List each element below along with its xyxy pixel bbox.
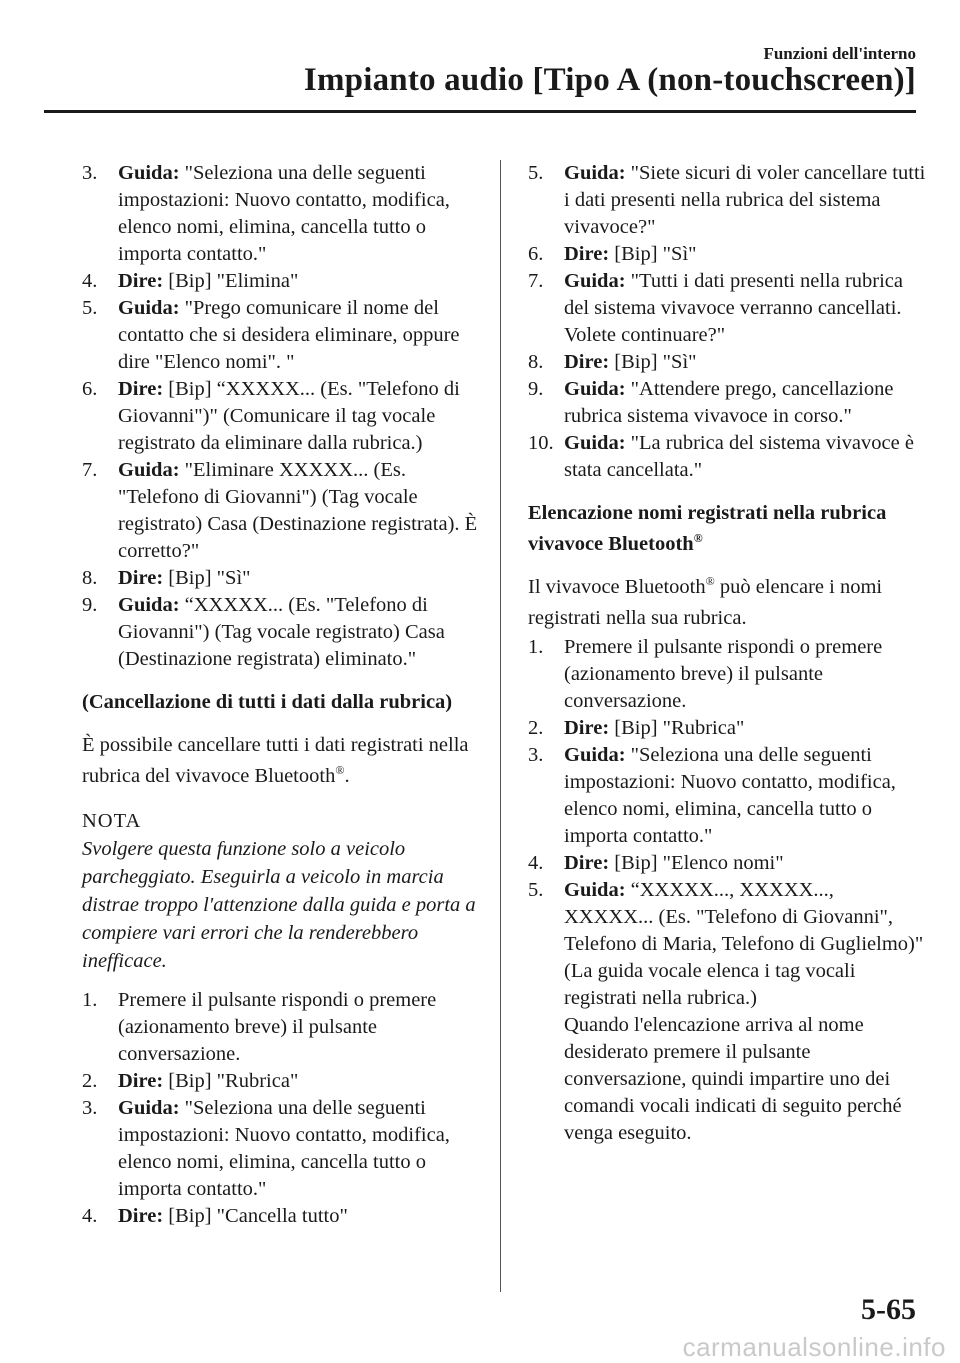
step-number: 3. (82, 162, 98, 184)
step-content: Premere il pulsante rispondi o premere (azionamento breve) il pulsante conversazione. (564, 636, 883, 712)
list-item (82, 1068, 482, 1095)
list-item (82, 295, 482, 376)
step-content: [Bip] "Rubrica" (609, 717, 745, 739)
step-content: "Prego comunicare il nome del contatto che si desidera eliminare, oppure dire "Elenco nomi". " (118, 297, 460, 373)
section-heading-list-names: Elencazione nomi registrati nella rubrica vivavoce Bluetooth® (528, 502, 887, 555)
list-item (528, 850, 928, 877)
step-text (564, 349, 928, 376)
step-number: 5. (82, 297, 98, 319)
step-text (564, 160, 928, 241)
step-text (118, 1068, 482, 1095)
steps-list-b (82, 987, 482, 1230)
step-text (118, 457, 482, 565)
header-rule (44, 110, 916, 113)
step-content: "Seleziona una delle seguenti impostazioni: Nuovo contatto, modifica, elenco nomi, elimina, cancella tutto o importa contatto." (564, 744, 896, 847)
steps-list-d (528, 634, 928, 1012)
step-content: "Siete sicuri di voler cancellare tutti i dati presenti nella rubrica del sistema vivavoce?" (564, 162, 926, 238)
step-content: "Tutti i dati presenti nella rubrica del sistema vivavoce verranno cancellati. Volete continuare?" (564, 270, 904, 346)
step-keyword: Dire: (564, 852, 610, 874)
step-keyword: Guida: (118, 594, 180, 616)
step-text (564, 742, 928, 850)
step-content: "Seleziona una delle seguenti impostazioni: Nuovo contatto, modifica, elenco nomi, elimina, cancella tutto o importa contatto." (118, 1097, 450, 1200)
column-divider (500, 160, 501, 1292)
step-text (564, 376, 928, 430)
step-text (118, 1095, 482, 1203)
step-keyword: Guida: (118, 459, 180, 481)
step-number: 5. (528, 879, 544, 901)
step-text (118, 376, 482, 457)
step-keyword: Dire: (564, 243, 610, 265)
step-content: “XXXXX... (Es. "Telefono di Giovanni") (Tag vocale registrato) Casa (Destinazione registrata) eliminato." (118, 594, 445, 670)
step-content: [Bip] "Sì" (609, 351, 697, 373)
step-number: 2. (528, 717, 544, 739)
step-text (118, 295, 482, 376)
list-item (82, 592, 482, 673)
step-keyword: Guida: (564, 432, 626, 454)
list-item (528, 349, 928, 376)
step-text (564, 268, 928, 349)
step-text (118, 268, 482, 295)
note-text: Svolgere questa funzione solo a veicolo parcheggiato. Eseguirla a veicolo in marcia distrae troppo l'attenzione dalla guida e porta a compiere vari errori che la renderebbero inefficace. (82, 838, 476, 972)
steps-list-c (528, 160, 928, 484)
step-text (118, 565, 482, 592)
step-content: "Seleziona una delle seguenti impostazioni: Nuovo contatto, modifica, elenco nomi, elimina, cancella tutto o importa contatto." (118, 162, 450, 265)
step-number: 9. (528, 378, 544, 400)
step-number: 1. (82, 989, 98, 1011)
step-number: 6. (528, 243, 544, 265)
step-keyword: Dire: (118, 270, 164, 292)
step-number: 10. (528, 432, 554, 454)
step-text (564, 241, 928, 268)
step-keyword: Dire: (118, 378, 164, 400)
list-item (528, 634, 928, 715)
list-item (82, 160, 482, 268)
step-content: [Bip] "Elenco nomi" (609, 852, 784, 874)
step-content: [Bip] "Sì" (163, 567, 251, 589)
step-keyword: Guida: (118, 297, 180, 319)
step-text (118, 987, 482, 1068)
list-item (82, 1203, 482, 1230)
step-keyword: Guida: (118, 162, 180, 184)
list-item (528, 742, 928, 850)
step-text (118, 1203, 482, 1230)
step-keyword: Guida: (564, 744, 626, 766)
step-number: 6. (82, 378, 98, 400)
step-keyword: Dire: (118, 1070, 164, 1092)
steps-list-a (82, 160, 482, 673)
list-item (528, 430, 928, 484)
list-item (82, 457, 482, 565)
list-names-paragraph: Il vivavoce Bluetooth® può elencare i nomi registrati nella sua rubrica. (528, 574, 883, 629)
step-number: 4. (82, 270, 98, 292)
list-item (82, 268, 482, 295)
step-number: 7. (528, 270, 544, 292)
list-item (528, 376, 928, 430)
list-item (82, 376, 482, 457)
step-keyword: Guida: (564, 270, 626, 292)
page-number: 5-65 (861, 1293, 916, 1326)
step-text (564, 430, 928, 484)
step-keyword: Dire: (118, 567, 164, 589)
step-text (564, 850, 928, 877)
right-column (528, 160, 928, 1147)
list-item (528, 715, 928, 742)
step-number: 1. (528, 636, 544, 658)
step-content: “XXXXX..., XXXXX..., XXXXX... (Es. "Telefono di Giovanni", Telefono di Maria, Telefono di Guglielmo)" (La guida vocale elenca i tag vocali registrati nella rubrica.) (564, 879, 924, 1009)
step-content: "Attendere prego, cancellazione rubrica sistema vivavoce in corso." (564, 378, 894, 427)
step-text (564, 634, 928, 715)
step-content: [Bip] "Cancella tutto" (163, 1205, 348, 1227)
step-content: Premere il pulsante rispondi o premere (azionamento breve) il pulsante conversazione. (118, 989, 437, 1065)
step-keyword: Guida: (564, 378, 626, 400)
step-number: 3. (82, 1097, 98, 1119)
list-item (82, 987, 482, 1068)
note-label: NOTA (82, 810, 142, 832)
header-title: Impianto audio [Tipo A (non-touchscreen)] (303, 62, 916, 98)
step-text (564, 715, 928, 742)
list-item (528, 160, 928, 241)
section-heading-cancel-all: (Cancellazione di tutti i dati dalla rubrica) (82, 691, 453, 713)
step-content: [Bip] "Elimina" (163, 270, 299, 292)
step-number: 8. (528, 351, 544, 373)
watermark-footer: carmanualsonline.info (682, 1332, 946, 1362)
step-keyword: Dire: (564, 717, 610, 739)
step-number: 4. (528, 852, 544, 874)
step-content: [Bip] "Sì" (609, 243, 697, 265)
list-item (82, 1095, 482, 1203)
list-item (528, 241, 928, 268)
step-text (118, 592, 482, 673)
list-item (528, 268, 928, 349)
step-5-continuation: Quando l'elencazione arriva al nome desiderato premere il pulsante conversazione, quindi impartire uno dei comandi vocali indicati di seguito perché venga eseguito. (564, 1014, 902, 1144)
step-number: 2. (82, 1070, 98, 1092)
step-number: 5. (528, 162, 544, 184)
step-text (118, 160, 482, 268)
step-number: 3. (528, 744, 544, 766)
step-keyword: Guida: (118, 1097, 180, 1119)
step-content: [Bip] "Rubrica" (163, 1070, 299, 1092)
step-keyword: Guida: (564, 879, 626, 901)
step-number: 7. (82, 459, 98, 481)
step-keyword: Guida: (564, 162, 626, 184)
step-keyword: Dire: (564, 351, 610, 373)
step-content: [Bip] “XXXXX... (Es. "Telefono di Giovanni")" (Comunicare il tag vocale registrato da eliminare dalla rubrica.) (118, 378, 460, 454)
header-section-label: Funzioni dell'interno (763, 44, 916, 63)
step-content: "Eliminare XXXXX... (Es. "Telefono di Giovanni") (Tag vocale registrato) Casa (Destinazione registrata). È corretto?" (118, 459, 478, 562)
step-text (564, 877, 928, 1012)
step-number: 9. (82, 594, 98, 616)
list-item (82, 565, 482, 592)
intro-paragraph: È possibile cancellare tutti i dati registrati nella rubrica del vivavoce Bluetooth®. (82, 734, 469, 787)
step-keyword: Dire: (118, 1205, 164, 1227)
list-item (528, 877, 928, 1012)
step-content: "La rubrica del sistema vivavoce è stata cancellata." (564, 432, 914, 481)
step-number: 8. (82, 567, 98, 589)
step-number: 4. (82, 1205, 98, 1227)
left-column (82, 160, 482, 1230)
